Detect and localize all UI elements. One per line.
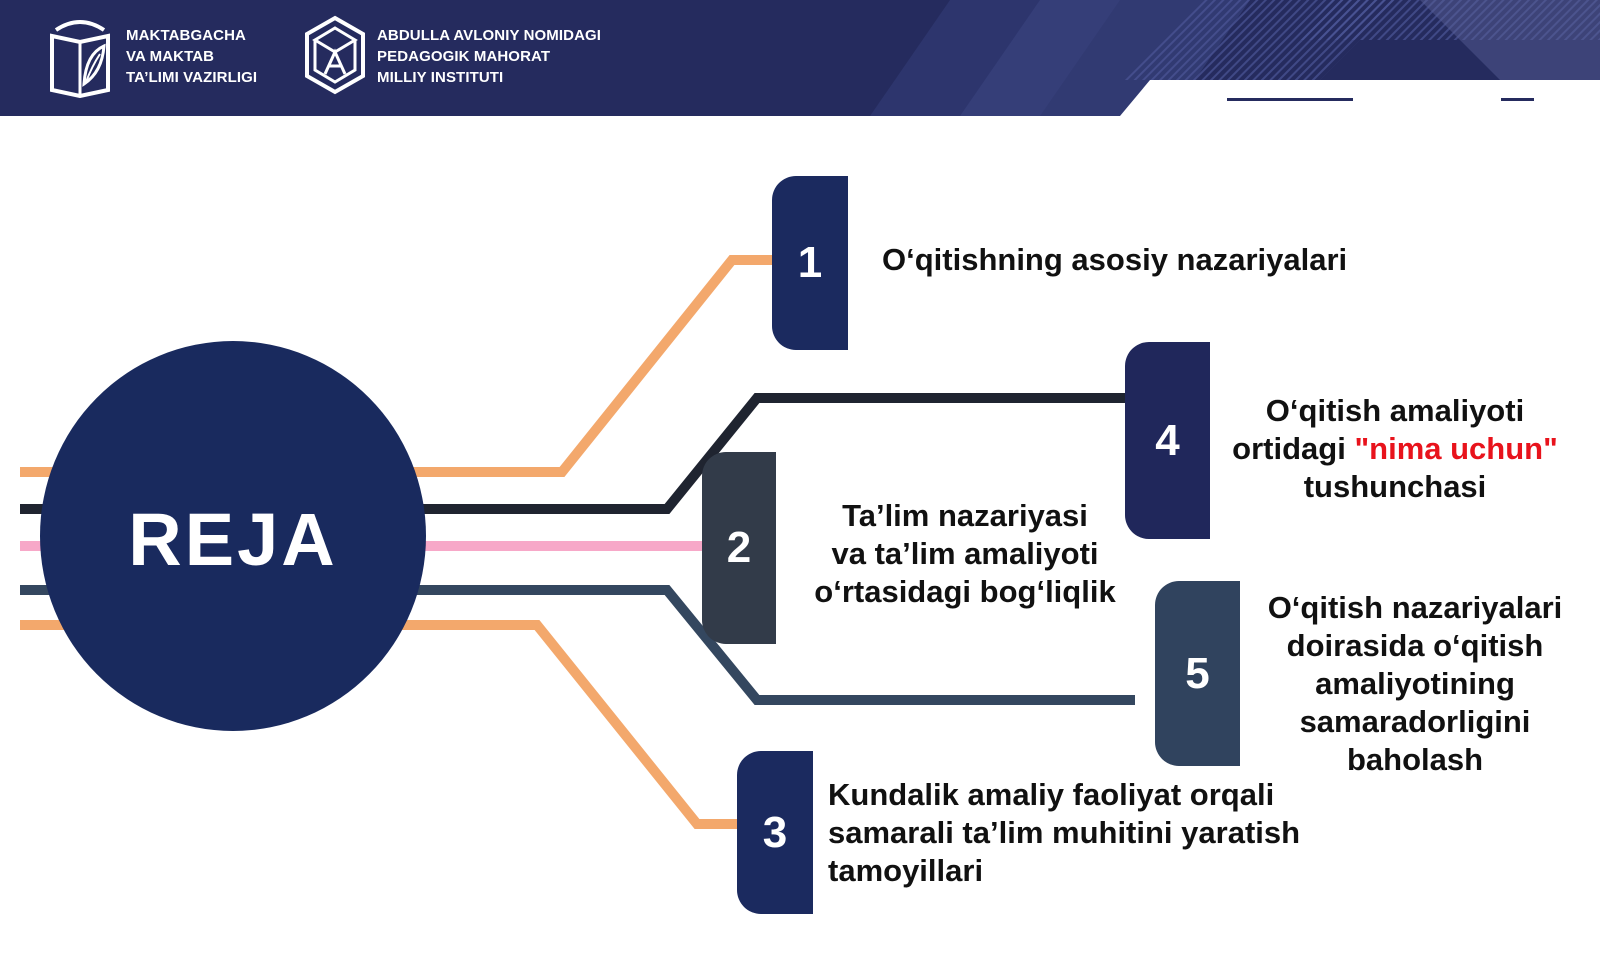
institute-name-line-2: PEDAGOGIK MAHORAT bbox=[377, 47, 551, 65]
item-2-text bbox=[770, 497, 1160, 611]
institute-name-line-3: MILLIY INSTITUTI bbox=[377, 68, 504, 86]
item-4-line-3: tushunchasi bbox=[1303, 469, 1487, 504]
item-4-number: 4 bbox=[1155, 415, 1180, 465]
item-3-number-box bbox=[737, 751, 813, 914]
center-label: REJA bbox=[128, 497, 338, 581]
item-2-number: 2 bbox=[726, 523, 752, 572]
institute-name-line-1: ABDULLA AVLONIY NOMIDAGI bbox=[377, 26, 602, 44]
item-5-line-2: doirasida o‘qitish bbox=[1286, 628, 1544, 663]
item-3-line-3: tamoyillari bbox=[828, 853, 984, 888]
item-5-text bbox=[1250, 589, 1580, 779]
item-3-line-2: samarali ta’lim muhitini yaratish bbox=[828, 815, 1301, 850]
item-2-line-2: va ta’lim amaliyoti bbox=[831, 536, 1099, 571]
item-2-line-3: o‘rtasidagi bog‘liqlik bbox=[814, 574, 1116, 609]
item-5-number: 5 bbox=[1185, 648, 1210, 698]
item-5-number-box bbox=[1155, 581, 1240, 766]
ministry-name-line-1: MAKTABGACHA bbox=[126, 26, 246, 44]
item-1-number: 1 bbox=[797, 238, 823, 287]
item-2-number-box bbox=[702, 452, 776, 644]
item-4-text bbox=[1220, 392, 1570, 506]
item-2-line-1: Ta’lim nazariyasi bbox=[842, 498, 1088, 533]
item-5-line-1: O‘qitish nazariyalari bbox=[1267, 590, 1563, 625]
item-4-highlight: "nima uchun" bbox=[1354, 431, 1558, 466]
item-1-number-box bbox=[772, 176, 848, 350]
item-4-line-2 bbox=[1220, 430, 1570, 468]
item-4-line-1: O‘qitish amaliyoti bbox=[1265, 393, 1525, 428]
item-3-number: 3 bbox=[762, 807, 788, 857]
item-3-line-1: Kundalik amaliy faoliyat orqali bbox=[828, 777, 1275, 812]
item-4-line-2-prefix: ortidagi bbox=[1232, 431, 1355, 466]
center-node bbox=[40, 341, 426, 731]
ministry-name-line-3: TA’LIMI VAZIRLIGI bbox=[126, 68, 258, 86]
item-3-text bbox=[828, 776, 1300, 890]
ministry-name-line-2: VA MAKTAB bbox=[126, 47, 215, 65]
item-1-line-1: O‘qitishning asosiy nazariyalari bbox=[882, 242, 1348, 277]
item-5-line-4: samaradorligini bbox=[1299, 704, 1531, 739]
item-5-line-5: baholash bbox=[1346, 742, 1484, 777]
item-1-text bbox=[882, 241, 1347, 279]
item-5-line-3: amaliyotining bbox=[1315, 666, 1515, 701]
